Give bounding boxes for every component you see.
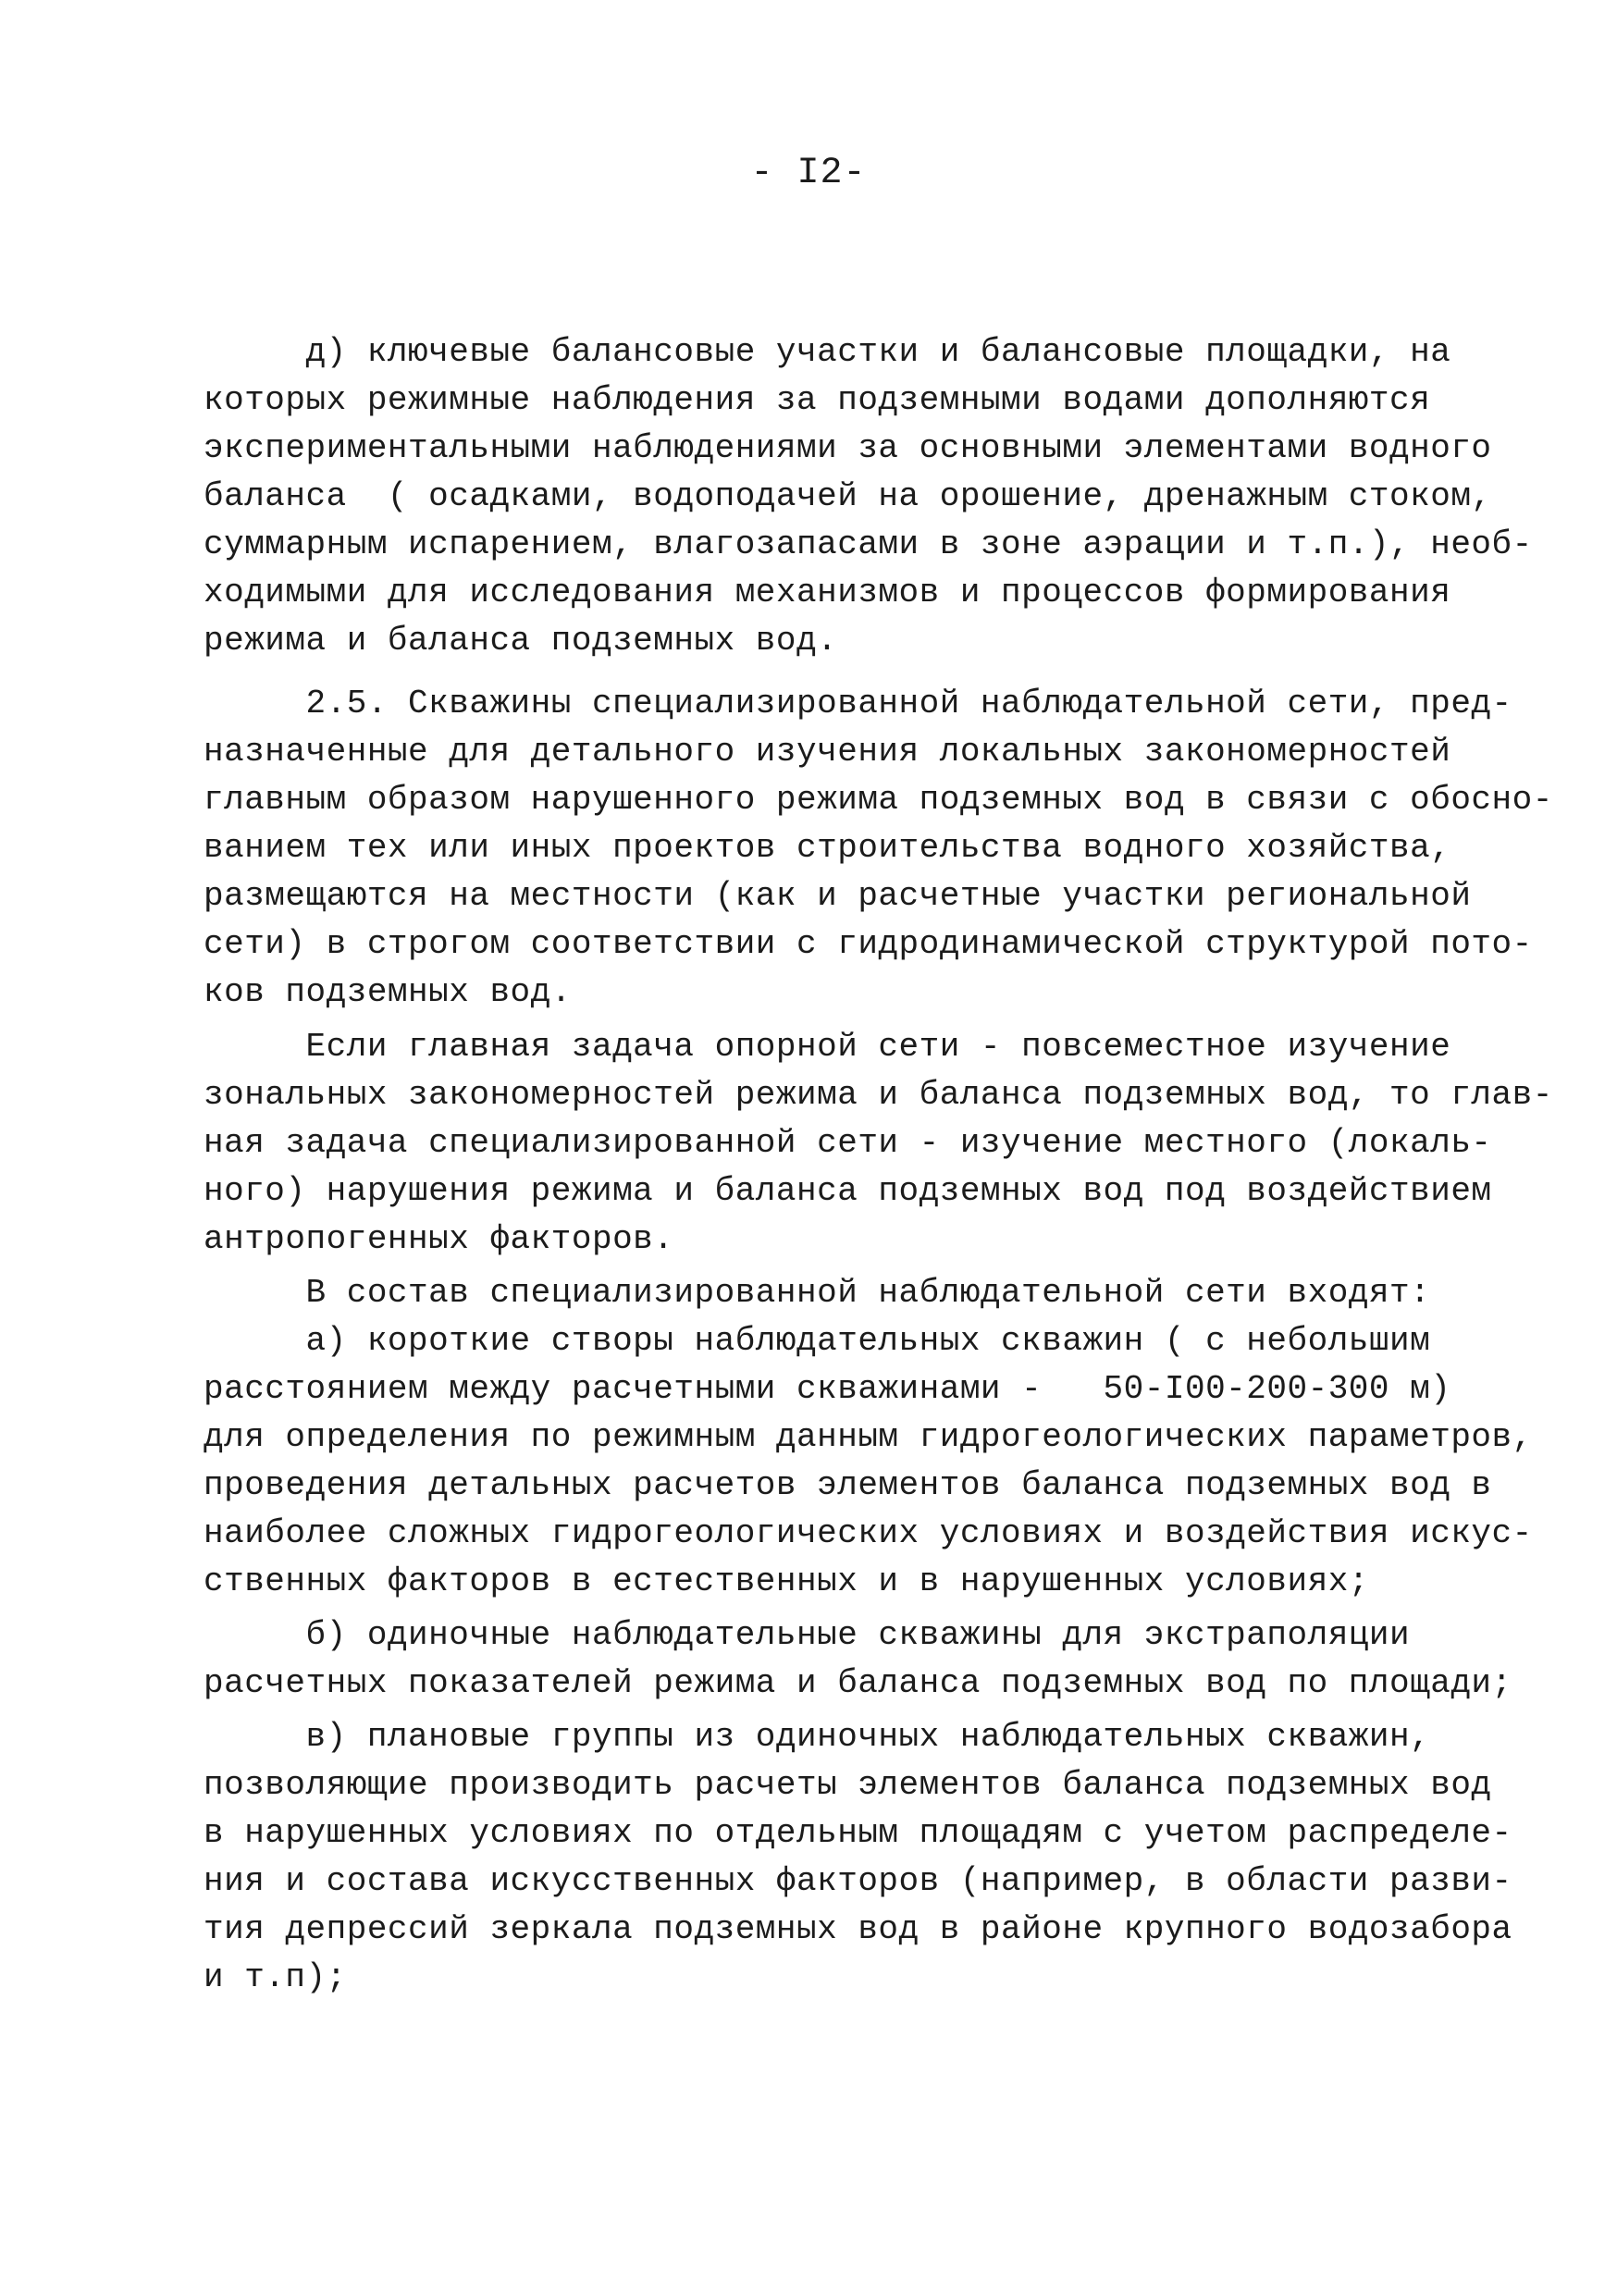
text-line: ния и состава искусственных факторов (например, в области разви- bbox=[204, 1862, 1512, 1900]
page-number: - I2- bbox=[750, 153, 867, 194]
text-line: в) плановые группы из одиночных наблюдательных скважин, bbox=[204, 1718, 1431, 1756]
text-line: ванием тех или иных проектов строительства водного хозяйства, bbox=[204, 829, 1451, 867]
text-line: для определения по режимным данным гидрогеологических параметров, bbox=[204, 1418, 1533, 1456]
text-line: а) короткие створы наблюдательных скважин ( с небольшим bbox=[204, 1322, 1431, 1360]
text-line: ков подземных вод. bbox=[204, 973, 572, 1011]
text-line: зональных закономерностей режима и баланса подземных вод, то глав- bbox=[204, 1076, 1553, 1114]
text-line: в нарушенных условиях по отдельным площадям с учетом распределе- bbox=[204, 1814, 1512, 1852]
text-line: главным образом нарушенного режима подземных вод в связи с обосно- bbox=[204, 781, 1553, 819]
text-line: тия депрессий зеркала подземных вод в районе крупного водозабора bbox=[204, 1910, 1512, 1948]
text-line: д) ключевые балансовые участки и балансовые площадки, на bbox=[204, 333, 1451, 371]
text-line: размещаются на местности (как и расчетные участки региональной bbox=[204, 877, 1472, 915]
text-line: и т.п); bbox=[204, 1958, 347, 1996]
text-line: проведения детальных расчетов элементов баланса подземных вод в bbox=[204, 1466, 1492, 1504]
text-line: 2.5. Скважины специализированной наблюдательной сети, пред- bbox=[204, 685, 1512, 722]
text-line: ходимыми для исследования механизмов и процессов формирования bbox=[204, 574, 1451, 611]
text-line: которых режимные наблюдения за подземными водами дополняются bbox=[204, 381, 1431, 419]
text-line: ственных факторов в естественных и в нарушенных условиях; bbox=[204, 1562, 1369, 1600]
text-line: режима и баланса подземных вод. bbox=[204, 622, 838, 660]
text-line: позволяющие производить расчеты элементов баланса подземных вод bbox=[204, 1766, 1492, 1804]
text-line: суммарным испарением, влагозапасами в зоне аэрации и т.п.), необ- bbox=[204, 525, 1533, 563]
text-line: назначенные для детального изучения локальных закономерностей bbox=[204, 733, 1451, 771]
text-line: ная задача специализированной сети - изучение местного (локаль- bbox=[204, 1124, 1492, 1162]
text-line: баланса ( осадками, водоподачей на орошение, дренажным стоком, bbox=[204, 477, 1492, 515]
text-line: экспериментальными наблюдениями за основными элементами водного bbox=[204, 429, 1492, 467]
text-line: сети) в строгом соответствии с гидродинамической структурой пото- bbox=[204, 925, 1533, 963]
text-line: расстоянием между расчетными скважинами - 50-I00-200-300 м) bbox=[204, 1370, 1451, 1408]
text-line: б) одиночные наблюдательные скважины для экстраполяции bbox=[204, 1616, 1411, 1654]
text-line: Если главная задача опорной сети - повсеместное изучение bbox=[204, 1028, 1451, 1066]
text-line: антропогенных факторов. bbox=[204, 1220, 674, 1258]
text-line: наиболее сложных гидрогеологических условиях и воздействия искус- bbox=[204, 1514, 1533, 1552]
text-line: расчетных показателей режима и баланса подземных вод по площади; bbox=[204, 1664, 1512, 1702]
text-line: ного) нарушения режима и баланса подземных вод под воздействием bbox=[204, 1172, 1492, 1210]
text-line: В состав специализированной наблюдательной сети входят: bbox=[204, 1274, 1431, 1312]
